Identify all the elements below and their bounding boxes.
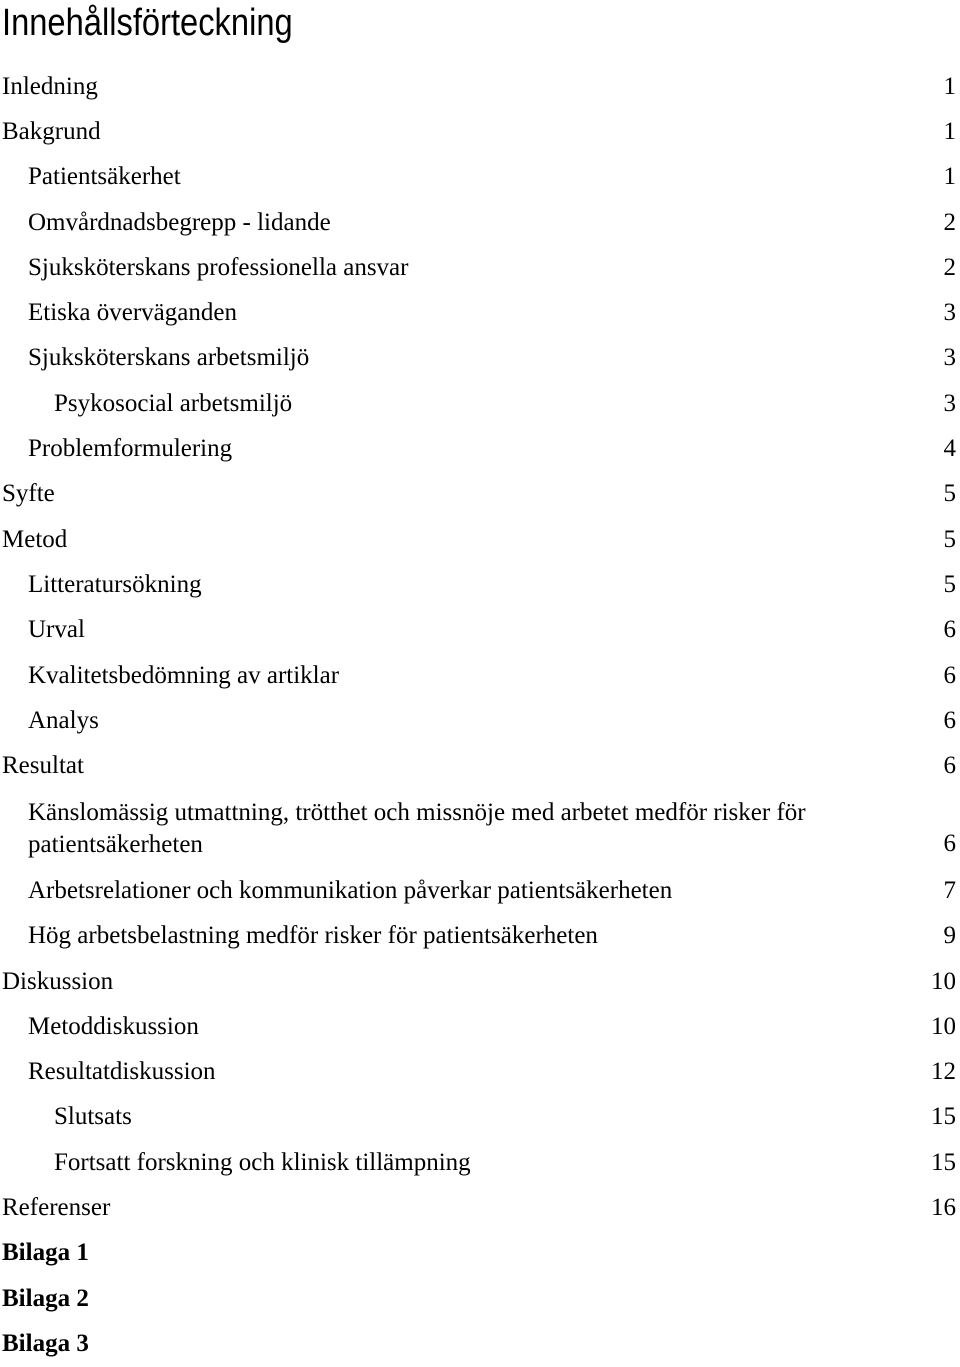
toc-entry-label: Litteratursökning — [28, 570, 202, 598]
toc-entry-page: 16 — [931, 1194, 956, 1222]
toc-entry-label: Metoddiskussion — [28, 1012, 199, 1040]
toc-entry-page: 5 — [943, 525, 956, 553]
toc-entry-label: Slutsats — [54, 1103, 132, 1131]
toc-entry-omvardnadsbegrepp[interactable] — [0, 200, 960, 245]
toc-entry-page: 15 — [931, 1103, 956, 1131]
toc-entry-page: 2 — [943, 253, 956, 281]
toc-entry-page: 7 — [943, 876, 956, 904]
toc-entry-label: Bakgrund — [2, 117, 101, 145]
toc-entry-label: Diskussion — [2, 967, 114, 995]
toc-entry-label: Inledning — [2, 72, 98, 100]
toc-entry-label: Resultat — [2, 752, 84, 780]
toc-entry-label: Arbetsrelationer och kommunikation påverkar patientsäkerheten — [28, 876, 673, 904]
toc-entry-litteratursokning[interactable] — [0, 562, 960, 607]
toc-entry-metoddiskussion[interactable] — [0, 1004, 960, 1049]
toc-entry-label: Kvalitetsbedömning av artiklar — [28, 661, 340, 689]
toc-entry-page: 1 — [943, 163, 956, 191]
toc-entry-label: Bilaga 2 — [2, 1284, 89, 1312]
toc-entry-label: Bilaga 3 — [2, 1329, 89, 1357]
toc-entry-page: 5 — [943, 570, 956, 598]
toc-entry-referenser[interactable] — [0, 1185, 960, 1230]
toc-entry-page: 9 — [943, 922, 956, 950]
toc-entry-kanslomassig-utmattning[interactable] — [0, 789, 960, 869]
toc-entry-slutsats[interactable] — [0, 1095, 960, 1140]
toc-entry-inledning[interactable] — [0, 64, 960, 109]
toc-entry-label: Syfte — [2, 480, 55, 508]
toc-entry-page: 6 — [943, 661, 956, 689]
toc-entry-label: Fortsatt forskning och klinisk tillämpning — [54, 1148, 471, 1176]
toc-entry-label: Bilaga 1 — [2, 1239, 89, 1267]
toc-entry-page: 5 — [943, 480, 956, 508]
page-title: Innehållsförteckning — [2, 2, 293, 44]
toc-entry-metod[interactable] — [0, 517, 960, 562]
toc-entry-label: Analys — [28, 706, 99, 734]
toc-entry-page: 3 — [943, 344, 956, 372]
toc-entry-hog-arbetsbelastning[interactable] — [0, 914, 960, 959]
toc-entry-problemformulering[interactable] — [0, 426, 960, 471]
toc-entry-label: Sjuksköterskans arbetsmiljö — [28, 344, 310, 372]
toc-entry-psykosocial-arbetsmiljo[interactable] — [0, 381, 960, 426]
toc-entry-label: Psykosocial arbetsmiljö — [54, 389, 293, 417]
toc-entry-page: 3 — [943, 299, 956, 327]
toc-entry-urval[interactable] — [0, 608, 960, 653]
toc-entry-page: 3 — [943, 389, 956, 417]
toc-entry-page: 1 — [943, 117, 956, 145]
toc-entry-bakgrund[interactable] — [0, 109, 960, 154]
toc-entry-fortsatt-forskning[interactable] — [0, 1140, 960, 1185]
toc-entry-kvalitetsbedomning[interactable] — [0, 653, 960, 698]
toc-entry-arbetsrelationer[interactable] — [0, 868, 960, 913]
toc-entry-arbetsmiljo[interactable] — [0, 336, 960, 381]
toc-entry-page: 1 — [943, 72, 956, 100]
toc-entry-label: Etiska överväganden — [28, 299, 237, 327]
toc-entry-page: 15 — [931, 1148, 956, 1176]
toc-entry-page: 6 — [943, 706, 956, 734]
toc-entry-label: Referenser — [2, 1194, 111, 1222]
table-of-contents — [0, 64, 960, 1367]
toc-entry-professionella-ansvar[interactable] — [0, 245, 960, 290]
toc-entry-bilaga-1[interactable] — [0, 1231, 960, 1276]
toc-entry-page: 6 — [943, 616, 956, 644]
toc-entry-label: Problemformulering — [28, 435, 233, 463]
toc-entry-page: 4 — [943, 435, 956, 463]
toc-entry-etiska-overvaganden[interactable] — [0, 290, 960, 335]
toc-entry-page: 6 — [943, 830, 956, 858]
toc-entry-page: 10 — [931, 967, 956, 995]
toc-entry-label: Sjuksköterskans professionella ansvar — [28, 253, 409, 281]
toc-entry-resultatdiskussion[interactable] — [0, 1050, 960, 1095]
toc-entry-page: 12 — [931, 1058, 956, 1086]
toc-entry-label: Patientsäkerhet — [28, 163, 181, 191]
toc-entry-syfte[interactable] — [0, 472, 960, 517]
toc-entry-label: Känslomässig utmattning, trötthet och missnöje med arbetet medför risker för patientsäkerheten — [28, 798, 806, 858]
toc-entry-page: 10 — [931, 1012, 956, 1040]
toc-entry-page: 2 — [943, 208, 956, 236]
toc-entry-patientsakerhet[interactable] — [0, 155, 960, 200]
toc-entry-page: 6 — [943, 752, 956, 780]
toc-entry-resultat[interactable] — [0, 743, 960, 788]
toc-entry-label: Hög arbetsbelastning medför risker för patientsäkerheten — [28, 922, 598, 950]
toc-entry-bilaga-2[interactable] — [0, 1276, 960, 1321]
toc-entry-analys[interactable] — [0, 698, 960, 743]
toc-entry-label: Resultatdiskussion — [28, 1058, 216, 1086]
toc-entry-label: Urval — [28, 616, 85, 644]
toc-entry-diskussion[interactable] — [0, 959, 960, 1004]
toc-entry-label: Omvårdnadsbegrepp - lidande — [28, 208, 331, 236]
toc-entry-bilaga-3[interactable] — [0, 1321, 960, 1366]
toc-entry-label: Metod — [2, 525, 68, 553]
